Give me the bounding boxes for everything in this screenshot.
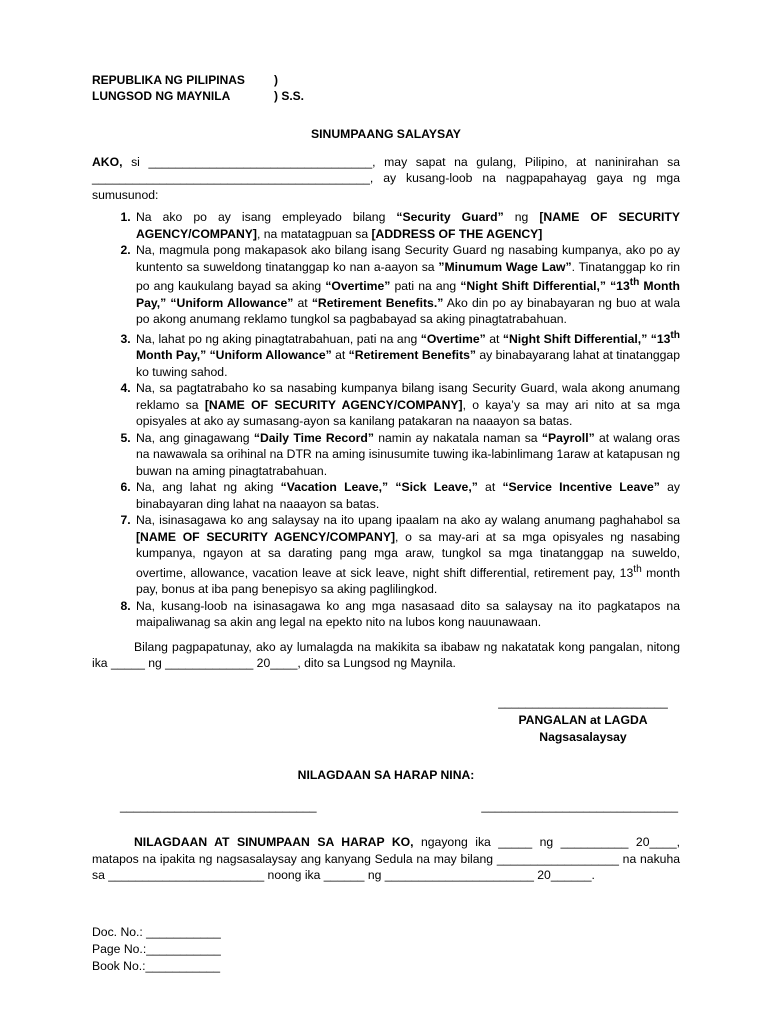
ss-label: ) S.S.	[274, 89, 305, 103]
list-item: 4. Na, sa pagtatrabaho ko sa nasabing kumpanya bilang isang Security Guard, wala akong anumang reklamo sa [NAME OF SECURITY AGENCY/COMPANY], o kaya’y sa may ari nito at sa mga opisyales at ako ay sumasang-ayon sa kanilang patakaran na naaayon sa batas.	[134, 380, 680, 430]
affiant-role: Nagsasalaysay	[539, 729, 627, 744]
affiant-signature-block	[498, 694, 668, 746]
venue-line-2	[92, 88, 680, 104]
signature-line: _________________________	[498, 694, 668, 709]
jurat-lead: NILAGDAAN AT SINUMPAAN SA HARAP KO,	[134, 835, 414, 850]
republic-label: REPUBLIKA NG PILIPINAS	[92, 73, 245, 87]
city-label: LUNGSOD NG MAYNILA	[92, 89, 231, 103]
witness-line-left: _____________________________	[120, 798, 317, 813]
witness-lines	[92, 798, 680, 815]
intro-paragraph-cont	[92, 170, 680, 203]
venue-bracket: )	[274, 73, 278, 87]
jurat-paragraph	[92, 834, 680, 884]
doc-number: Doc. No.: ___________	[92, 924, 221, 939]
intro-text-1: may sapat na gulang, Pilipino, at naninirahan sa	[384, 154, 681, 169]
notarial-details	[92, 924, 680, 975]
page-number: Page No.:___________	[92, 941, 221, 956]
book-number: Book No.:___________	[92, 958, 221, 973]
affidavit-document	[92, 72, 680, 975]
jurat-text: ngayong ika _____ ng __________ 20____, matapos na ipakita ng nagsasalaysay ang kanyang Sedula na may bilang __________________ na nakuha sa _______________________ noong ika ______ ng ______________________ 20______.	[92, 835, 680, 883]
list-item: 7. Na, isinasagawa ko ang salaysay na ito upang ipaalam na ako ay walang anumang paghahabol sa [NAME OF SECURITY AGENCY/COMPANY], o sa may-ari at sa mga opisyales ng nasabing kumpanya, ngayon at sa darating pang mga araw, tungkol sa mga tinatanggap na suweldo, overtime, allowance, vacation leave at sick leave, night shift differential, retirement pay, 13th month pay, bonus at iba pang benepisyo sa aking paglilingkod.	[134, 512, 680, 598]
intro-text-2: ay kusang-loob na nagpapahayag gaya ng mga sumusunod:	[92, 171, 680, 202]
statement-list	[92, 209, 680, 631]
list-item: 6. Na, ang lahat ng aking “Vacation Leave,” “Sick Leave,” at “Service Incentive Leave” ay binabayaran ding lahat na naaayon sa batas.	[134, 479, 680, 512]
intro-paragraph	[92, 154, 680, 171]
address-blank: _________________________________________,	[92, 171, 374, 185]
list-item: 3. Na, lahat po ng aking pinagtatrabahuan, pati na ang “Overtime” at “Night Shift Differential,” “13th Month Pay,” “Uniform Allowance” at “Retirement Benefits” ay binabayarang lahat at tinatanggap ko tuwing sahod.	[134, 328, 680, 381]
intro-si: si	[131, 154, 140, 169]
list-item: 8. Na, kusang-loob na isinasagawa ko ang mga nasasaad dito sa salaysay na ito pagkatapos na maipaliwanag sa akin ang legal na epekto nito na lubos kong nauunawaan.	[134, 598, 680, 631]
witness-line-right: _____________________________	[481, 798, 678, 813]
list-item: 1. Na ako po ay isang empleyado bilang “Security Guard” ng [NAME OF SECURITY AGENCY/COMPANY], na matatagpuan sa [ADDRESS OF THE AGENCY]	[134, 209, 680, 242]
list-item: 5. Na, ang ginagawang “Daily Time Record” namin ay nakatala naman sa “Payroll” at walang oras na nawawala sa orihinal na DTR na aming isinusumite tuwing ika-labinlimang 1araw at katapusan ng buwan na aming pinagtatrabahuan.	[134, 430, 680, 480]
venue-line-1	[92, 72, 680, 88]
witness-title: NILAGDAAN SA HARAP NINA:	[297, 768, 475, 783]
intro-lead: AKO,	[92, 154, 123, 169]
closing-paragraph: Bilang pagpapatunay, ako ay lumalagda na makikita sa ibabaw ng nakatatak kong pangalan, nitong ika _____ ng _____________ 20____, dito sa Lungsod ng Maynila.	[92, 639, 680, 671]
list-item: 2. Na, magmula pong makapasok ako bilang isang Security Guard ng nasabing kumpanya, ako po ay kuntento sa suweldong tinatanggap ko nan a-aayon sa ”Minumum Wage Law”. Tinatanggap ko rin po ang kaukulang bayad sa aking “Overtime” pati na ang “Night Shift Differential,” “13th Month Pay,” “Uniform Allowance” at “Retirement Benefits.” Ako din po ay binabayaran ng buo at wala po akong anumang reklamo tungkol sa pagbabayad sa aking pinagtatrabahuan.	[134, 242, 680, 328]
document-title: SINUMPAANG SALAYSAY	[311, 127, 461, 141]
signature-label: PANGALAN at LAGDA	[518, 713, 648, 728]
name-blank: _________________________________,	[148, 154, 376, 169]
